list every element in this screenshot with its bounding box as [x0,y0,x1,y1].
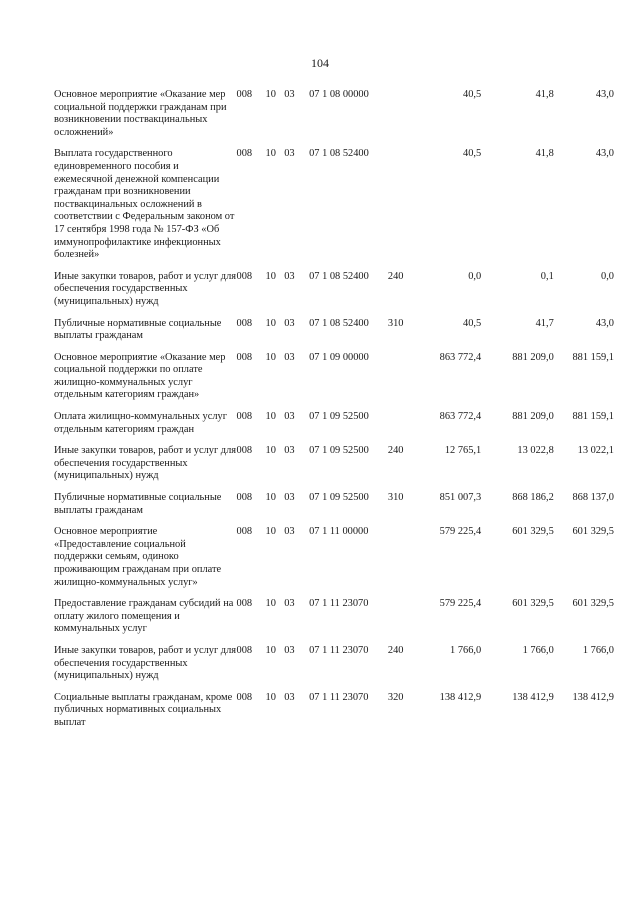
amount-year-1: 851 007,3 [439,492,482,504]
subsection-code: 03 [284,89,295,100]
ministry-code: 008 [236,351,253,363]
amount-year-3: 601 329,5 [572,526,614,538]
subsection-code: 03 [284,148,295,160]
section-code: 10 [265,411,276,423]
target-article: 07 1 09 52500 [309,445,369,457]
amount-year-3: 43,0 [595,317,614,329]
amount-year-1: 579 225,4 [439,598,482,610]
subsection-code: 03 [284,317,295,329]
amount-year-3: 43,0 [595,148,614,160]
table-row [54,492,614,526]
section-code: 10 [265,89,276,100]
table-row [54,526,614,598]
expense-type: 240 [387,270,404,282]
row-name: Публичные нормативные социальные выплаты гражданам [54,317,222,342]
amount-year-1: 863 772,4 [439,411,482,423]
row-name: Иные закупки товаров, работ и услуг для обеспечения государственных (муниципальных) нужд [54,270,237,307]
amount-year-3: 1 766,0 [582,644,614,656]
section-code: 10 [265,598,276,610]
ministry-code: 008 [236,526,253,538]
table-row [54,271,614,318]
expense-type [388,598,409,645]
row-name: Иные закупки товаров, работ и услуг для обеспечения государственных (муниципальных) нужд [54,445,237,482]
amount-year-1: 40,5 [463,89,482,100]
amount-year-3: 138 412,9 [572,691,614,703]
amount-year-2: 601 329,5 [512,598,554,610]
expense-type: 310 [387,317,404,329]
table-row [54,318,614,352]
section-code: 10 [265,148,276,160]
amount-year-1: 579 225,4 [439,526,482,538]
subsection-code: 03 [284,270,295,282]
row-name: Основное мероприятие «Оказание мер социальной поддержки по оплате жилищно-коммунальных услуг отдельным категориям граждан» [54,351,226,401]
amount-year-1: 863 772,4 [439,351,482,363]
target-article: 07 1 09 52500 [309,411,369,423]
ministry-code: 008 [236,411,253,423]
expense-type: 240 [387,445,404,457]
row-name: Основное мероприятие «Оказание мер социальной поддержки гражданам при возникновении поствакцинальных осложнений» [54,89,227,138]
amount-year-3: 881 159,1 [572,351,614,363]
table-row [54,148,614,270]
expense-type [388,526,409,598]
amount-year-2: 41,7 [535,317,554,329]
amount-year-2: 13 022,8 [517,445,554,457]
expense-type [388,89,409,148]
amount-year-3: 601 329,5 [572,598,614,610]
target-article: 07 1 11 23070 [309,644,369,656]
subsection-code: 03 [284,526,295,538]
target-article: 07 1 09 00000 [309,351,369,363]
subsection-code: 03 [284,492,295,504]
target-article: 07 1 11 00000 [309,526,369,538]
amount-year-3: 0,0 [601,270,614,282]
expense-type: 320 [387,691,404,703]
subsection-code: 03 [284,411,295,423]
table-row [54,645,614,692]
ministry-code: 008 [236,598,253,610]
section-code: 10 [265,351,276,363]
row-name: Иные закупки товаров, работ и услуг для обеспечения государственных (муниципальных) нужд [54,644,237,682]
amount-year-3: 868 137,0 [572,492,614,504]
amount-year-1: 138 412,9 [439,691,482,703]
amount-year-1: 40,5 [463,317,482,329]
row-name: Основное мероприятие «Предоставление социальной поддержки семьям, одиноко проживающим гражданам при оплате жилищно-коммунальных услуг» [54,526,222,588]
amount-year-2: 41,8 [535,89,554,100]
row-name: Публичные нормативные социальные выплаты гражданам [54,492,222,516]
amount-year-3: 43,0 [595,89,614,100]
expense-type [388,352,409,411]
amount-year-2: 1 766,0 [522,644,554,656]
target-article: 07 1 08 52400 [309,270,369,282]
ministry-code: 008 [236,644,253,656]
amount-year-2: 881 209,0 [512,411,554,423]
section-code: 10 [265,526,276,538]
target-article: 07 1 08 52400 [309,317,369,329]
subsection-code: 03 [284,445,295,457]
section-code: 10 [265,445,276,457]
section-code: 10 [265,691,276,703]
subsection-code: 03 [284,351,295,363]
row-name: Выплата государственного единовременного пособия и ежемесячной денежной компенсации гражданам при возникновении поствакцинальных осложнений в соответствии с Федеральным законом от 17 сентября 1998 года № 157-ФЗ «Об иммунопрофилактике инфекционных болезней» [54,148,235,261]
amount-year-1: 0,0 [468,270,482,282]
amount-year-3: 881 159,1 [572,411,614,423]
amount-year-2: 881 209,0 [512,351,554,363]
target-article: 07 1 11 23070 [309,598,369,610]
amount-year-2: 868 186,2 [512,492,554,504]
amount-year-1: 40,5 [463,148,482,160]
table-row [54,692,614,739]
amount-year-2: 41,8 [535,148,554,160]
target-article: 07 1 11 23070 [309,691,369,703]
table-row [54,445,614,492]
subsection-code: 03 [284,691,295,703]
subsection-code: 03 [284,598,295,610]
expense-type [388,148,409,270]
ministry-code: 008 [236,270,253,282]
row-name: Оплата жилищно-коммунальных услуг отдельным категориям граждан [54,411,228,435]
row-name: Социальные выплаты гражданам, кроме публичных нормативных социальных выплат [54,691,233,728]
amount-year-1: 12 765,1 [444,445,482,457]
amount-year-1: 1 766,0 [450,644,482,656]
section-code: 10 [265,644,276,656]
amount-year-3: 13 022,1 [577,445,614,457]
expense-type: 310 [387,492,404,504]
target-article: 07 1 09 52500 [309,492,369,504]
section-code: 10 [265,317,276,329]
amount-year-2: 601 329,5 [512,526,554,538]
table-row [54,598,614,645]
subsection-code: 03 [284,644,295,656]
budget-table [54,89,614,739]
section-code: 10 [265,492,276,504]
ministry-code: 008 [236,492,253,504]
ministry-code: 008 [236,691,253,703]
row-name: Предоставление гражданам субсидий на оплату жилого помещения и коммунальных услуг [54,598,234,635]
ministry-code: 008 [236,89,253,100]
table-row [54,352,614,411]
target-article: 07 1 08 52400 [309,148,369,160]
target-article: 07 1 08 00000 [309,89,369,100]
page-number: 104 [311,56,329,70]
table-row [54,411,614,445]
ministry-code: 008 [236,317,253,329]
table-row [54,89,614,148]
ministry-code: 008 [236,148,253,160]
amount-year-2: 138 412,9 [512,691,554,703]
section-code: 10 [265,270,276,282]
ministry-code: 008 [236,445,253,457]
expense-type: 240 [387,644,404,656]
expense-type [388,411,409,445]
amount-year-2: 0,1 [540,270,554,282]
